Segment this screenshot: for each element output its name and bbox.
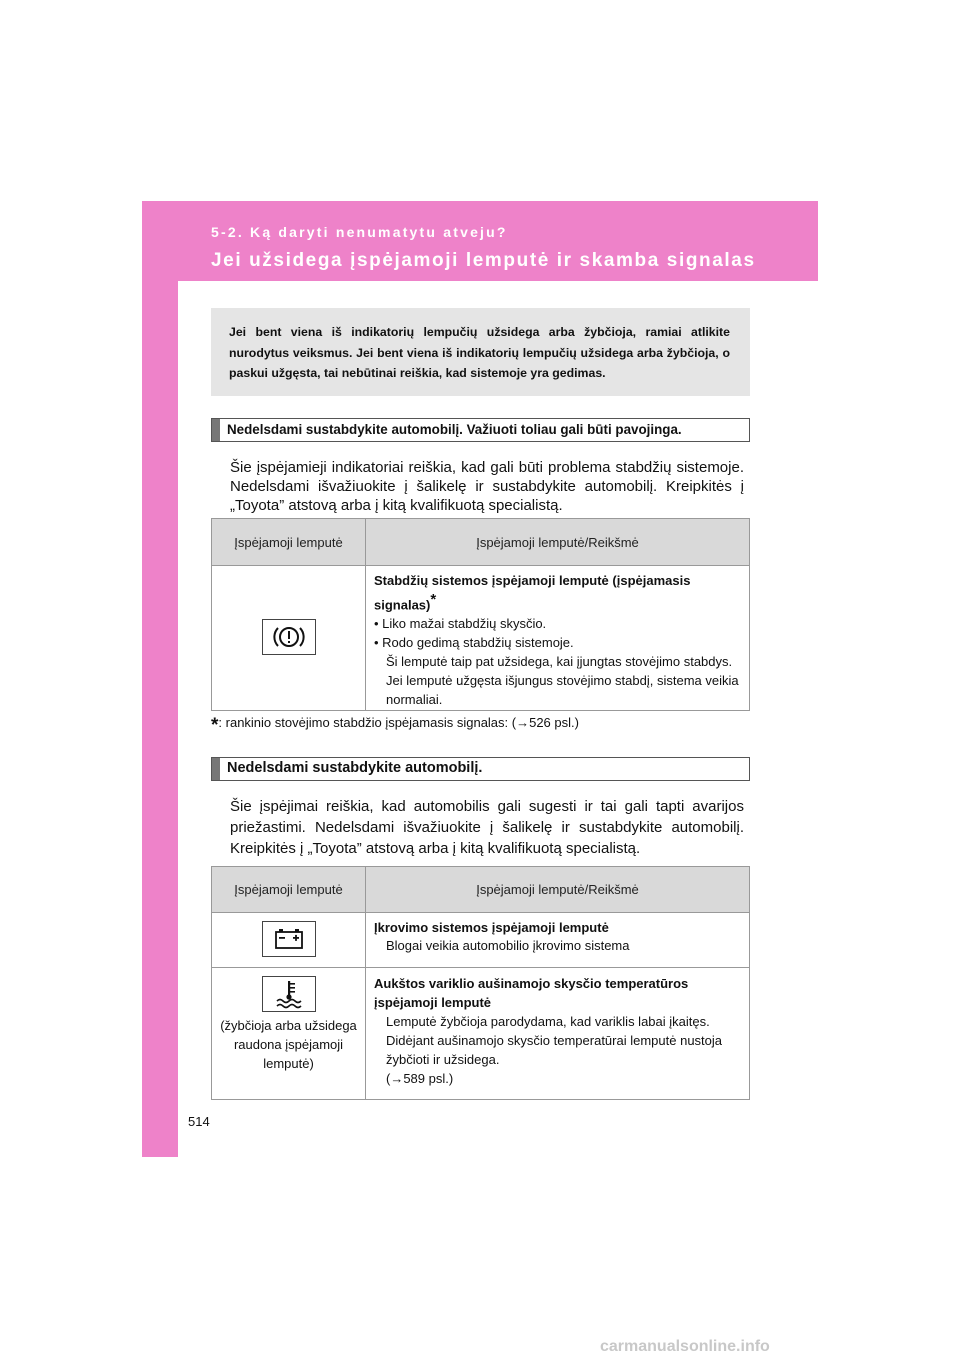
section2-paragraph: Šie įspėjimai reiškia, kad automobilis gali sugesti ir tai gali tapti avarijos priežastimi. Nedelsdami išvažiuokite į šalikelę ir sustabdykite automobilį. Kreipkitės į „Toyota” atstovą arba į kitą kvalifikuotą specialistą.	[230, 798, 744, 857]
icon-cell	[212, 968, 366, 1100]
footnote	[211, 715, 579, 737]
section1-heading-text: Nedelsdami sustabdykite automobilį. Važiuoti toliau gali būti pavojinga.	[227, 422, 682, 437]
brake-warning-icon	[262, 619, 316, 655]
icon-cell	[212, 913, 366, 968]
warning-lights-table	[211, 866, 750, 1100]
col-header-meaning: Įspėjamoji lemputė/Reikšmė	[366, 867, 750, 913]
heading-marker	[212, 419, 220, 441]
watermark: carmanualsonline.info	[600, 1338, 770, 1355]
side-tab	[142, 281, 178, 1157]
col-header-meaning: Įspėjamoji lemputė/Reikšmė	[366, 519, 750, 566]
page-reference: (→589 psl.)	[386, 1071, 454, 1086]
row-title: Stabdžių sistemos įspėjamoji lemputė (įspėjamasis signalas)*	[374, 573, 691, 613]
bullet-item: • Rodo gedimą stabdžių sistemoje.	[374, 635, 574, 651]
section2-heading-text: Nedelsdami sustabdykite automobilį.	[227, 760, 483, 776]
heading-marker	[212, 758, 220, 780]
footnote-text: : rankinio stovėjimo stabdžio įspėjamasis signalas: (→526 psl.)	[218, 715, 579, 730]
coolant-description	[366, 968, 750, 1100]
section-label: 5-2. Ką daryti nenumatytu atveju?	[211, 224, 508, 240]
section1-paragraph: Šie įspėjamieji indikatoriai reiškia, kad gali būti problema stabdžių sistemoje. Nedelsdami išvažiuokite į šalikelę ir sustabdykite automobilį. Kreipkitės į „Toyota” atstovą arba į kitą kvalifikuotą specialistą.	[230, 459, 744, 514]
charging-description	[366, 913, 750, 968]
row-text: Lemputė žybčioja parodydama, kad variklis labai įkaitęs. Didėjant aušinamojo skysčio temperatūrai lemputė nustoja žybčioti ir užsidega.	[386, 1014, 723, 1067]
page-title: Jei užsidega įspėjamoji lemputė ir skamba signalas	[211, 250, 756, 271]
brake-warning-table	[211, 518, 750, 711]
row-title: Įkrovimo sistemos įspėjamoji lemputė	[374, 920, 609, 935]
bullet-item: • Liko mažai stabdžių skysčio.	[374, 616, 547, 632]
battery-icon	[262, 921, 316, 957]
page-number: 514	[188, 1114, 210, 1129]
col-header-lamp: Įspėjamoji lemputė	[212, 867, 366, 913]
footnote-star: *	[211, 715, 219, 736]
icon-cell	[212, 566, 366, 711]
brake-warning-description	[366, 566, 750, 711]
footnote-star: *	[430, 591, 437, 608]
intro-note: Jei bent viena iš indikatorių lempučių užsidega arba žybčioja, ramiai atlikite nurodytus veiksmus. Jei bent viena iš indikatorių lempučių užsidega arba žybčioja, o paskui užgęsta, tai nebūtinai reiškia, kad sistemoje yra gedimas.	[211, 308, 750, 396]
row-text: Blogai veikia automobilio įkrovimo sistema	[386, 938, 630, 953]
coolant-temperature-icon	[262, 976, 316, 1012]
col-header-lamp: Įspėjamoji lemputė	[212, 519, 366, 566]
row-note: Ši lemputė taip pat užsidega, kai įjungtas stovėjimo stabdys. Jei lemputė užgęsta išjungus stovėjimo stabdį, sistema veikia normaliai.	[386, 654, 739, 708]
icon-caption: (žybčioja arba užsidega raudona įspėjamoji lemputė)	[220, 1018, 357, 1071]
row-title: Aukštos variklio aušinamojo skysčio temperatūros įspėjamoji lemputė	[374, 976, 689, 1010]
section1-heading	[211, 418, 750, 442]
section2-heading	[211, 757, 750, 781]
